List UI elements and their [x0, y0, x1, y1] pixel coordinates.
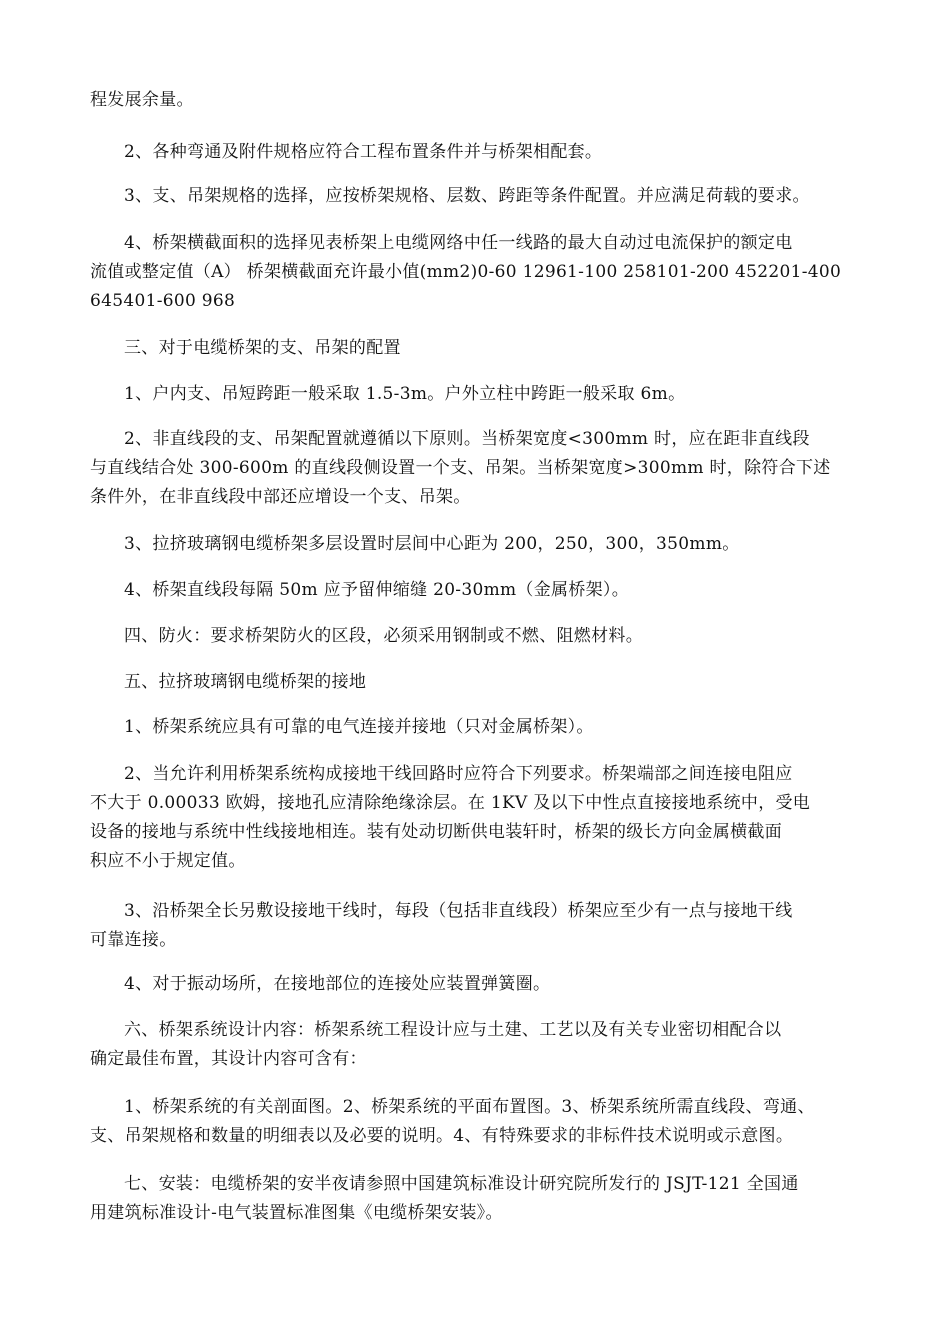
paragraph-grounding-4 — [90, 970, 870, 999]
paragraph-non-straight — [90, 425, 870, 512]
text-line: 程发展余量。 — [90, 90, 194, 110]
section-heading-supports — [90, 334, 870, 363]
text-line: 七、安装：电缆桥架的安半夜请参照中国建筑标准设计研究院所发行的 JSJT-121 全国通 — [124, 1174, 799, 1194]
text-line: 积应不小于规定值。 — [90, 851, 246, 871]
text-line: 用建筑标准设计-电气装置标准图集《电缆桥架安装》。 — [90, 1203, 503, 1223]
text-line: 条件外，在非直线段中部还应增设一个支、吊架。 — [90, 487, 471, 507]
section-heading-grounding — [90, 668, 870, 697]
text-line: 1、桥架系统应具有可靠的电气连接并接地（只对金属桥架）。 — [124, 717, 594, 737]
text-line: 可靠连接。 — [90, 930, 177, 950]
paragraph-design-items — [90, 1093, 870, 1151]
text-line: 设备的接地与系统中性线接地相连。装有处动切断供电装轩时，桥架的级长方向金属横截面 — [90, 822, 782, 842]
text-line: 645401-600 968 — [90, 291, 236, 311]
text-line: 三、对于电缆桥架的支、吊架的配置 — [124, 338, 401, 358]
text-line: 与直线结合处 300-600m 的直线段侧设置一个支、吊架。当桥架宽度>300mm 时，除符合下述 — [90, 458, 831, 478]
paragraph-grounding-2 — [90, 760, 870, 876]
text-line: 1、桥架系统的有关剖面图。2、桥架系统的平面布置图。3、桥架系统所需直线段、弯通、 — [124, 1097, 815, 1117]
paragraph-design-content — [90, 1016, 870, 1074]
paragraph-installation — [90, 1170, 870, 1228]
text-line: 4、桥架直线段每隔 50m 应予留伸缩缝 20-30mm（金属桥架）。 — [124, 580, 630, 600]
text-line: 3、支、吊架规格的选择，应按桥架规格、层数、跨距等条件配置。并应满足荷载的要求。 — [124, 186, 810, 206]
paragraph-cross-section — [90, 229, 870, 316]
paragraph-layer-spacing — [90, 530, 870, 559]
text-line: 1、户内支、吊短跨距一般采取 1.5-3m。户外立柱中跨距一般采取 6m。 — [124, 384, 686, 404]
text-line: 2、非直线段的支、吊架配置就遵循以下原则。当桥架宽度<300mm 时，应在距非直线段 — [124, 429, 810, 449]
text-line: 3、沿桥架全长另敷设接地干线时，每段（包括非直线段）桥架应至少有一点与接地干线 — [124, 901, 793, 921]
section-heading-fire — [90, 622, 870, 651]
paragraph-grounding-3 — [90, 897, 870, 955]
text-line: 3、拉挤玻璃钢电缆桥架多层设置时层间中心距为 200，250，300，350mm。 — [124, 534, 740, 554]
paragraph-span — [90, 380, 870, 409]
text-line: 不大于 0.00033 欧姆，接地孔应清除绝缘涂层。在 1KV 及以下中性点直接接地系统中，受电 — [90, 793, 811, 813]
text-line: 流值或整定值（A） 桥架横截面充许最小值(mm2)0-60 12961-100 258101-200 452201-400 — [90, 262, 842, 282]
paragraph-expansion-joint — [90, 576, 870, 605]
paragraph-support-specs — [90, 182, 870, 211]
text-line: 2、各种弯通及附件规格应符合工程布置条件并与桥架相配套。 — [124, 142, 603, 162]
text-line: 4、对于振动场所，在接地部位的连接处应装置弹簧圈。 — [124, 974, 551, 994]
paragraph-continuation — [90, 86, 870, 115]
text-line: 四、防火：要求桥架防火的区段，必须采用钢制或不燃、阻燃材料。 — [124, 626, 643, 646]
text-line: 2、当允许利用桥架系统构成接地干线回路时应符合下列要求。桥架端部之间连接电阻应 — [124, 764, 793, 784]
text-line: 4、桥架横截面积的选择见表桥架上电缆网络中任一线路的最大自动过电流保护的额定电 — [124, 233, 793, 253]
paragraph-grounding-1 — [90, 713, 870, 742]
text-line: 五、拉挤玻璃钢电缆桥架的接地 — [124, 672, 367, 692]
text-line: 确定最佳布置，其设计内容可含有： — [90, 1049, 367, 1069]
paragraph-fittings — [90, 138, 870, 167]
text-line: 支、吊架规格和数量的明细表以及必要的说明。4、有特殊要求的非标件技术说明或示意图。 — [90, 1126, 794, 1146]
text-line: 六、桥架系统设计内容：桥架系统工程设计应与土建、工艺以及有关专业密切相配合以 — [124, 1020, 782, 1040]
